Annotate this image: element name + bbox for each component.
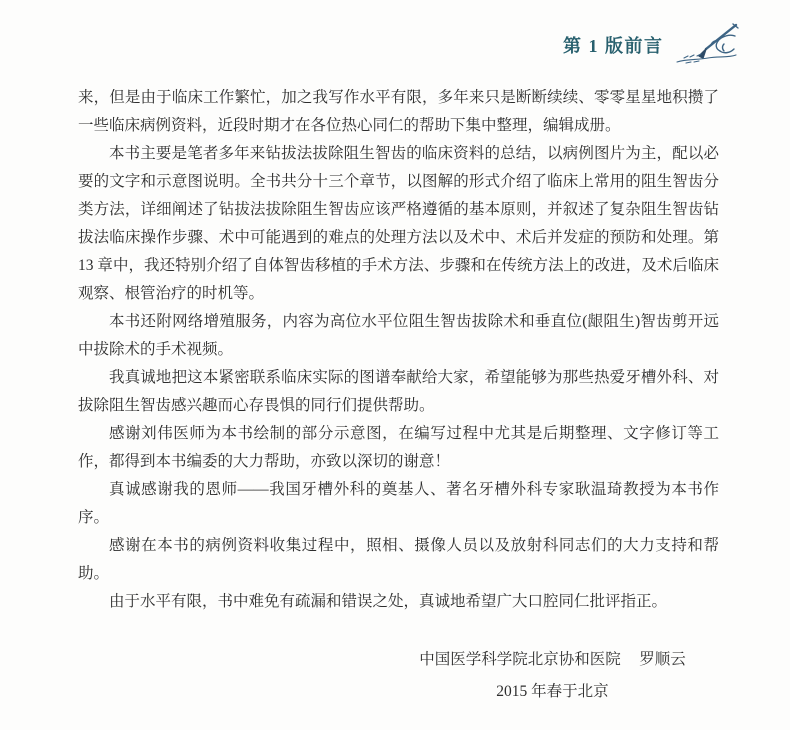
hand-writing-pen-icon <box>672 22 740 68</box>
paragraph: 感谢刘伟医师为本书绘制的部分示意图，在编写过程中尤其是后期整理、文字修订等工作，都得到本书编委的大力帮助，亦致以深切的谢意！ <box>78 425 719 470</box>
paragraph: 本书还附网络增殖服务，内容为高位水平位阻生智齿拔除术和垂直位(龈阻生)智齿剪开远中拔除术的手术视频。 <box>78 313 719 358</box>
paragraph-continuation: 来，但是由于临床工作繁忙，加之我写作水平有限，多年来只是断断续续、零零星星地积攒了一些临床病例资料，近段时期才在各位热心同仁的帮助下集中整理，编辑成册。 <box>78 89 719 134</box>
author-affiliation: 中国医学科学院北京协和医院 <box>419 651 621 668</box>
author-name: 罗顺云 <box>639 651 686 668</box>
paragraph: 由于水平有限，书中难免有疏漏和错误之处，真诚地希望广大口腔同仁批评指正。 <box>109 593 668 610</box>
paragraph: 感谢在本书的病例资料收集过程中，照相、摄像人员以及放射科同志们的大力支持和帮助。 <box>78 537 719 582</box>
paragraph: 我真诚地把这本紧密联系临床实际的图谱奉献给大家，希望能够为那些热爱牙槽外科、对拔除阻生智齿感兴趣而心存畏惧的同行们提供帮助。 <box>78 369 719 414</box>
signature-block <box>400 646 705 706</box>
paragraph: 本书主要是笔者多年来钻拔法拔除阻生智齿的临床资料的总结，以病例图片为主，配以必要的文字和示意图说明。全书共分十三个章节，以图解的形式介绍了临床上常用的阻生智齿分类方法，详细阐述了钻拔法拔除阻生智齿应该严格遵循的基本原则，并叙述了复杂阻生智齿钻拔法临床操作步骤、术中可能遇到的难点的处理方法以及术中、术后并发症的预防和处理。第 13 章中，我还特别介绍了自体智齿移植的手术方法、步骤和在传统方法上的改进，及术后临床观察、根管治疗的时机等。 <box>78 145 719 302</box>
running-head <box>563 22 740 68</box>
signature-affiliation-author <box>400 646 705 674</box>
paragraph: 真诚感谢我的恩师——我国牙槽外科的奠基人、著名牙槽外科专家耿温琦教授为本书作序。 <box>78 481 719 526</box>
signature-date-place: 2015 年春于北京 <box>496 683 609 700</box>
preface-title: 第 1 版前言 <box>563 36 664 56</box>
preface-body <box>78 84 719 616</box>
